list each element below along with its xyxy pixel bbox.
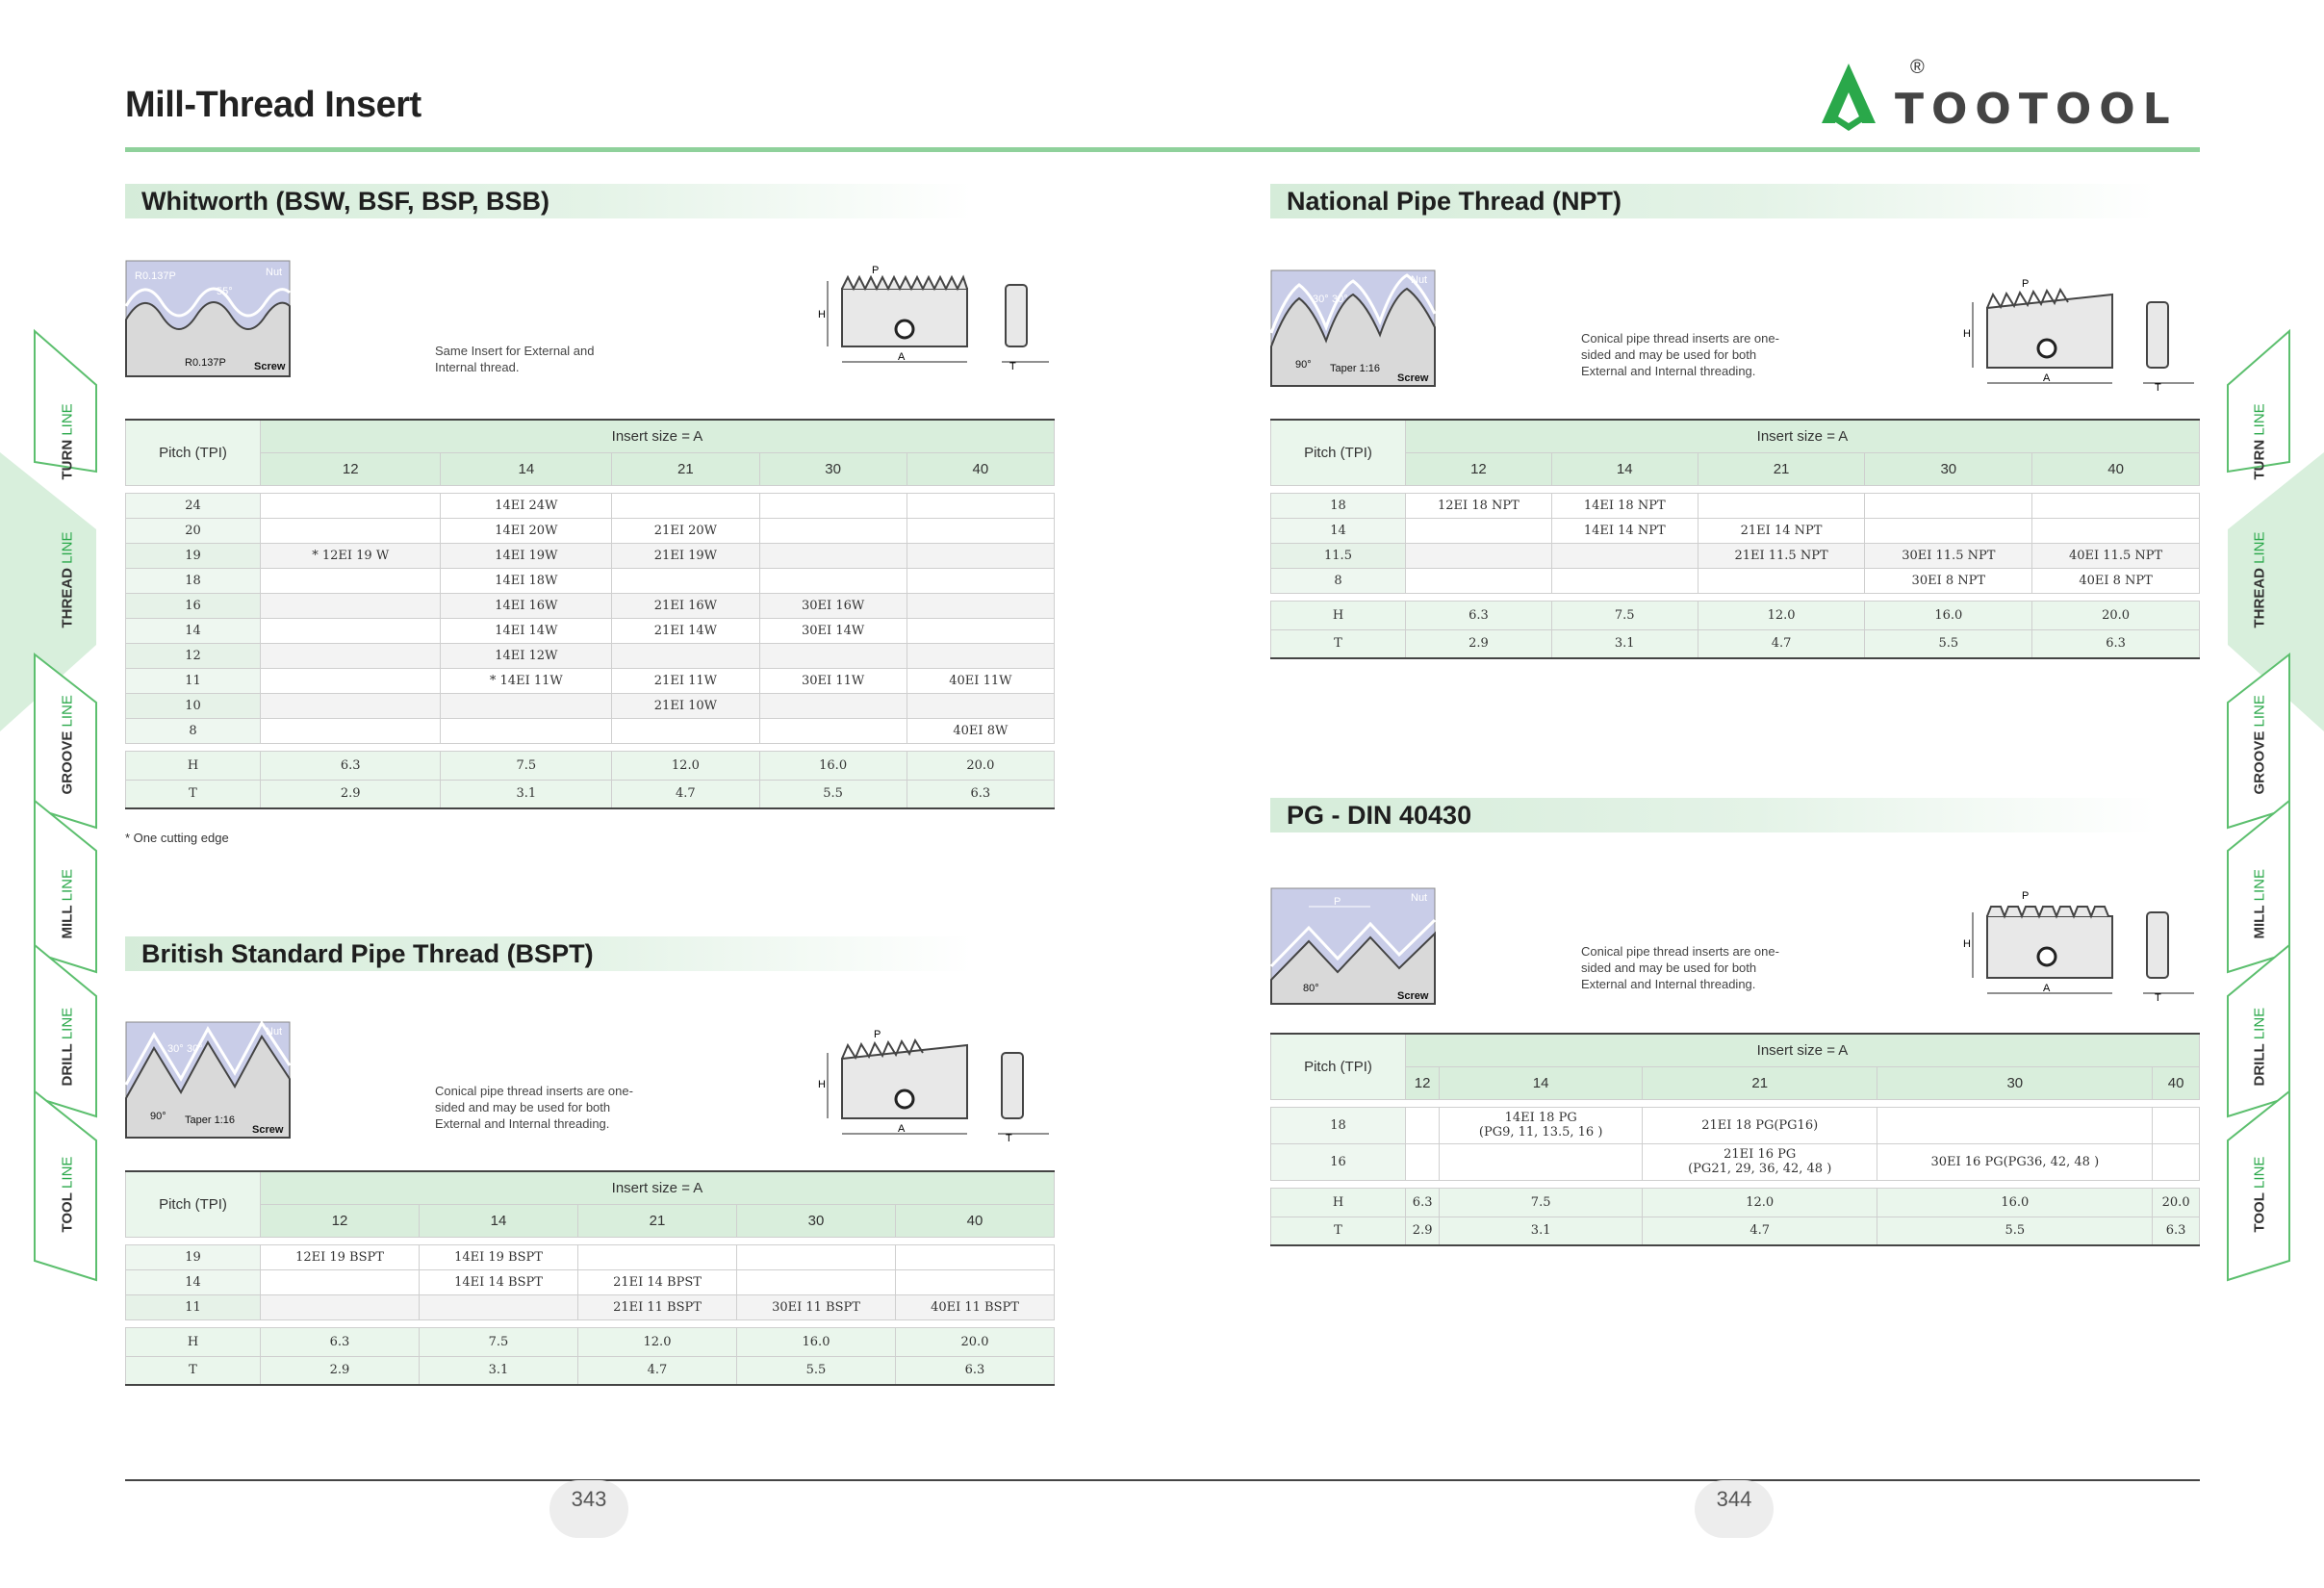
tab-groove-line-right[interactable]: GROOVE LINE — [2251, 695, 2268, 795]
t-row: T 2.9 3.1 4.7 5.5 6.3 — [126, 780, 1055, 808]
tab-thread-line-right[interactable]: THREAD LINE — [2251, 531, 2268, 628]
page-number-right: 344 — [1695, 1480, 1774, 1538]
table-row: 16 14EI 16W 21EI 16W 30EI 16W — [126, 593, 1055, 618]
registered-mark: ® — [1910, 57, 1925, 78]
svg-text:H: H — [1963, 328, 1971, 340]
tab-groove-line[interactable]: GROOVE LINE — [59, 695, 76, 795]
svg-text:Taper 1:16: Taper 1:16 — [1330, 363, 1380, 374]
tab-turn-line[interactable]: TURN LINE — [59, 403, 76, 480]
svg-text:Screw: Screw — [1397, 372, 1429, 384]
svg-text:A: A — [2043, 372, 2051, 384]
svg-text:80°: 80° — [1303, 983, 1319, 994]
whitworth-note: Same Insert for External and Internal thread. — [435, 344, 595, 374]
svg-text:Nut: Nut — [266, 267, 283, 278]
page-number-left: 343 — [549, 1480, 628, 1538]
svg-text:T: T — [1009, 361, 1016, 372]
npt-note: Conical pipe thread inserts are one- sided and may be used for both External and Internal threading. — [1581, 331, 1779, 378]
svg-text:H: H — [818, 1079, 826, 1090]
brand-name: TOOTOOL — [1895, 85, 2178, 133]
svg-text:T: T — [2155, 992, 2161, 1004]
table-row: 19 * 12EI 19 W 14EI 19W 21EI 19W — [126, 543, 1055, 568]
svg-text:30°: 30° — [1332, 294, 1348, 305]
npt-profile-diagram — [1270, 269, 1436, 387]
bspt-profile-diagram — [125, 1021, 291, 1139]
svg-text:30°: 30° — [187, 1043, 203, 1055]
table-row: 11.5 21EI 11.5 NPT 30EI 11.5 NPT 40EI 11.5 NPT — [1271, 543, 2200, 568]
pg-profile-diagram — [1270, 887, 1436, 1005]
bspt-table: Pitch (TPI) Insert size = A 12 14 21 30 40 19 12EI 19 BSPT 14EI 19 BSPT 14 14EI 14 BSPT 21EI 14 BPST 11 21EI 11 BSPT 30EI 11 BSPT 40EI 11 BSPT H 6.3 7.5 12.0 16.0 20.0 T 2.9 3.1 4.7 5.5 6.3 — [125, 1170, 1055, 1386]
svg-text:P: P — [2022, 278, 2030, 290]
svg-text:Nut: Nut — [1411, 892, 1428, 904]
pg-table: Pitch (TPI) Insert size = A 12 14 21 30 40 18 14EI 18 PG (PG9, 11, 13.5, 16 ) 21EI 18 PG(PG16) 16 21EI 16 PG (PG21, 29, 36, 42, 48 ) 30EI 16 PG(PG36, 42, 48 ) H 6.3 7.5 12.0 16.0 20.0 T 2.9 3.1 4.7 5.5 6.3 — [1270, 1033, 2200, 1246]
whitworth-insert-diagram — [813, 262, 1059, 377]
svg-text:H: H — [1963, 938, 1971, 950]
table-row: 11 21EI 11 BSPT 30EI 11 BSPT 40EI 11 BSPT — [126, 1294, 1055, 1319]
tab-tool-line[interactable]: TOOL LINE — [59, 1156, 76, 1233]
section-title-npt: National Pipe Thread (NPT) — [1270, 184, 2156, 218]
table-row: 8 30EI 8 NPT 40EI 8 NPT — [1271, 568, 2200, 593]
svg-text:55°: 55° — [217, 286, 233, 297]
logo-mark-icon — [1822, 64, 1876, 131]
section-title-pg: PG - DIN 40430 — [1270, 798, 2156, 832]
tab-mill-line[interactable]: MILL LINE — [59, 868, 76, 939]
table-row: 14 14EI 14 BSPT 21EI 14 BPST — [126, 1269, 1055, 1294]
svg-text:T: T — [2155, 382, 2161, 394]
svg-text:R0.137P: R0.137P — [185, 357, 226, 369]
table-row: 18 14EI 18 PG (PG9, 11, 13.5, 16 ) 21EI 18 PG(PG16) — [1271, 1107, 2200, 1143]
pg-note: Conical pipe thread inserts are one- sided and may be used for both External and Internal threading. — [1581, 944, 1779, 991]
svg-text:P: P — [874, 1029, 881, 1040]
whitworth-profile-diagram — [125, 260, 291, 377]
table-row: 20 14EI 20W 21EI 20W — [126, 518, 1055, 543]
table-row: 16 21EI 16 PG (PG21, 29, 36, 42, 48 ) 30EI 16 PG(PG36, 42, 48 ) — [1271, 1143, 2200, 1180]
table-row: 8 40EI 8W — [126, 718, 1055, 743]
table-row: 14 14EI 14W 21EI 14W 30EI 14W — [126, 618, 1055, 643]
svg-text:90°: 90° — [150, 1111, 166, 1122]
table-row: 24 14EI 24W — [126, 493, 1055, 518]
svg-text:P: P — [2022, 890, 2030, 902]
svg-text:Screw: Screw — [1397, 990, 1429, 1002]
svg-text:90°: 90° — [1295, 359, 1312, 371]
svg-text:30°: 30° — [1313, 294, 1329, 305]
svg-text:P: P — [872, 265, 880, 276]
svg-text:Screw: Screw — [254, 361, 286, 372]
header-divider — [125, 147, 2200, 152]
tab-drill-line[interactable]: DRILL LINE — [59, 1007, 76, 1087]
svg-text:R0.137P: R0.137P — [135, 270, 176, 282]
footer-divider — [125, 1479, 2200, 1481]
tab-turn-line-right[interactable]: TURN LINE — [2251, 403, 2268, 480]
svg-text:H: H — [818, 309, 826, 320]
insert-size-header: Insert size = A — [261, 420, 1055, 452]
svg-text:Nut: Nut — [1411, 274, 1428, 286]
whitworth-table: Pitch (TPI) Insert size = A 12 14 21 30 40 24 14EI 24W 20 14EI 20W 21EI 20W 19 * 12EI 19 W 14EI 19W 21EI 19W 18 14EI 18W 16 14EI 16W 21EI 16W 30EI 16W 14 14EI 14W 21EI 14W 30EI 14W 12 14EI 12W 11 * 14EI 11W 21EI 11W 30EI 11W 40EI 11W 10 21EI 10W 8 40EI 8W H 6.3 7.5 12.0 16.0 20.0 T 2.9 3.1 4.7 5.5 6.3 — [125, 419, 1055, 809]
svg-text:A: A — [2043, 983, 2051, 994]
bspt-note: Conical pipe thread inserts are one- sided and may be used for both External and Internal threading. — [435, 1084, 633, 1131]
section-title-whitworth: Whitworth (BSW, BSF, BSP, BSB) — [125, 184, 972, 218]
footnote: * One cutting edge — [125, 831, 229, 845]
tab-mill-line-right[interactable]: MILL LINE — [2251, 868, 2268, 939]
pitch-header: Pitch (TPI) — [126, 420, 261, 485]
tootool-logo — [1816, 56, 2201, 133]
npt-insert-diagram — [1958, 275, 2204, 396]
side-tabs-right — [2218, 327, 2324, 1299]
side-tabs-left — [0, 327, 106, 1299]
table-row: 18 12EI 18 NPT 14EI 18 NPT — [1271, 493, 2200, 518]
section-title-bspt: British Standard Pipe Thread (BSPT) — [125, 936, 972, 971]
svg-text:Nut: Nut — [266, 1026, 283, 1037]
tab-drill-line-right[interactable]: DRILL LINE — [2251, 1007, 2268, 1087]
page-title: Mill-Thread Insert — [125, 85, 421, 125]
svg-text:30°: 30° — [167, 1043, 184, 1055]
tab-tool-line-right[interactable]: TOOL LINE — [2251, 1156, 2268, 1233]
svg-text:Screw: Screw — [252, 1124, 284, 1136]
table-row: 12 14EI 12W — [126, 643, 1055, 668]
svg-text:A: A — [898, 1123, 906, 1135]
svg-text:T: T — [1006, 1133, 1012, 1144]
svg-text:P: P — [1334, 896, 1341, 908]
table-row: 11 * 14EI 11W 21EI 11W 30EI 11W 40EI 11W — [126, 668, 1055, 693]
table-row: 19 12EI 19 BSPT 14EI 19 BSPT — [126, 1244, 1055, 1269]
svg-text:A: A — [898, 351, 906, 363]
table-row: 14 14EI 14 NPT 21EI 14 NPT — [1271, 518, 2200, 543]
bspt-insert-diagram — [813, 1026, 1059, 1146]
tab-thread-line[interactable]: THREAD LINE — [59, 531, 76, 628]
h-row: H 6.3 7.5 12.0 16.0 20.0 — [126, 751, 1055, 780]
svg-text:Taper 1:16: Taper 1:16 — [185, 1114, 235, 1126]
table-row: 18 14EI 18W — [126, 568, 1055, 593]
pg-insert-diagram — [1958, 887, 2204, 1008]
npt-table: Pitch (TPI) Insert size = A 12 14 21 30 40 18 12EI 18 NPT 14EI 18 NPT 14 14EI 14 NPT 21EI 14 NPT 11.5 21EI 11.5 NPT 30EI 11.5 NPT 40EI 11.5 NPT 8 30EI 8 NPT 40EI 8 NPT H 6.3 7.5 12.0 16.0 20.0 T 2.9 3.1 4.7 5.5 6.3 — [1270, 419, 2200, 659]
table-row: 10 21EI 10W — [126, 693, 1055, 718]
